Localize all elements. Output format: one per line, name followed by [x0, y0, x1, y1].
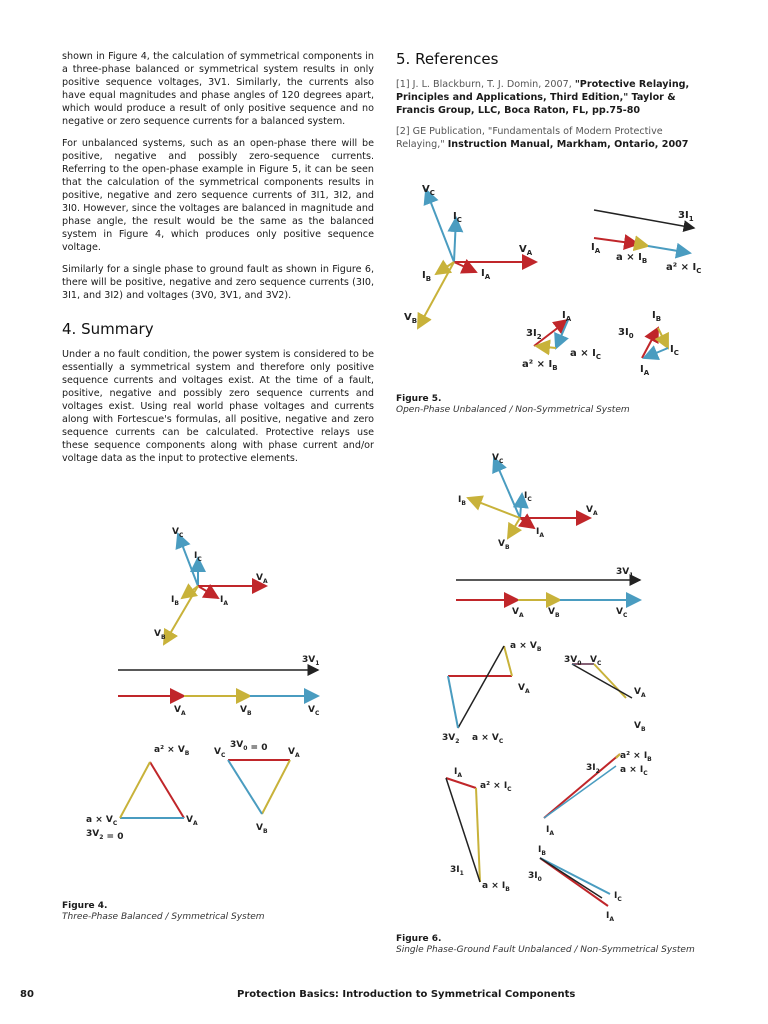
svg-text:IC: $I_C$: [670, 344, 679, 357]
svg-text:IA: $I_A$: [606, 911, 615, 923]
svg-text:VC: $V_C$: [492, 453, 504, 465]
svg-text:a × IB: $a \times I_B$: [482, 881, 510, 893]
references-heading: 5. References: [396, 50, 499, 68]
fig6-positive-current: [446, 767, 512, 893]
svg-text:VA: $V_A$: [586, 505, 598, 517]
reference-1: [396, 78, 711, 117]
svg-text:3I1: $3I_1$: [678, 210, 694, 223]
svg-text:IA: $I_A$: [481, 268, 491, 281]
fig6-zero-voltage: [564, 655, 646, 733]
svg-text:a × IB: $a \times I_B$: [616, 252, 648, 265]
reference-1-tag: [1] J. L. Blackburn, T. J. Domin, 2007,: [396, 79, 575, 90]
figure-5-caption: [396, 394, 630, 416]
svg-text:3I0: $3I_0$: [528, 871, 542, 883]
svg-text:3I1: $3I_1$: [450, 865, 464, 877]
fig5-phasor-star: [404, 184, 536, 328]
svg-text:a × IC: $a \times I_C$: [570, 348, 601, 361]
svg-text:3V2 = 0: $3V_2 = 0$: [86, 829, 124, 842]
footer-title: Protection Basics: Introduction to Symmetrical Components: [237, 989, 576, 1000]
svg-text:3V1: $3V_1$: [302, 655, 320, 667]
figure-6-caption: [396, 934, 695, 956]
svg-text:a² × VB: $a^2 \times V_B$: [154, 745, 190, 757]
svg-text:IA: $I_A$: [546, 825, 555, 837]
svg-text:VA: $V_A$: [256, 573, 268, 585]
fig6-positive-voltage: [456, 567, 640, 619]
svg-text:VB: $V_B$: [154, 629, 166, 641]
svg-text:3V1: $3V_1$: [616, 567, 634, 579]
svg-text:VB: $V_B$: [548, 607, 560, 619]
svg-text:VA: $V_A$: [186, 815, 198, 827]
svg-text:a × VC: $a \times V_C$: [86, 815, 118, 827]
fig5-negative-triangle: [522, 310, 601, 372]
svg-text:a² × IB: $a^2 \times I_B$: [522, 359, 558, 372]
svg-text:VA: $V_A$: [174, 705, 186, 717]
paragraph-3: Similarly for a single phase to ground fault as shown in Figure 6, there will be positive, negative and zero sequence currents (3I0, 3I1, and 3I2) and voltages (3V0, 3V1, and 3V2).: [62, 264, 374, 301]
paragraph-2: For unbalanced systems, such as an open-phase there will be positive, negative and possibly zero-sequence currents. Referring to the open-phase example in Figure 5, it can be seen that the calculation of the symmetrical components results in positive, negative and zero sequence currents of 3I1, 3I2, and 3I0. However, since the voltages are balanced in magnitude and phase angle, the result would be the same as the balanced system in Figure 4, which produces only positive sequence voltage.: [62, 138, 374, 253]
svg-text:IB: $I_B$: [422, 270, 432, 283]
svg-text:3V2: $3V_2$: [442, 733, 460, 745]
right-column: [396, 50, 711, 159]
svg-text:VC: $V_C$: [308, 705, 320, 717]
reference-2: [396, 125, 711, 151]
svg-text:VB: $V_B$: [498, 539, 510, 551]
svg-text:VC: $V_C$: [590, 655, 602, 667]
svg-text:IC: $I_C$: [453, 211, 462, 224]
figure-5-label: Figure 5.: [396, 394, 442, 404]
svg-text:3I0: $3I_0$: [618, 327, 634, 340]
svg-text:IA: $I_A$: [220, 595, 229, 607]
figure-6-label: Figure 6.: [396, 934, 442, 944]
left-column: [62, 50, 374, 474]
paragraph-1: shown in Figure 4, the calculation of symmetrical components in a three-phase balanced or symmetrical system results in only positive sequence voltages, 3V1. Similarly, the currents also have equal magnitudes and phase angles of 120 degrees apart, which would produce a result of only positive sequence and no negative or zero sequence currents for a balanced system.: [62, 51, 374, 127]
reference-2-tag: [2] GE Publication, "Fundamentals of Modern Protective Relaying,": [396, 126, 663, 150]
figure-5-diagram: [396, 178, 716, 388]
svg-text:IA: $I_A$: [562, 310, 572, 323]
svg-text:a × VC: $a \times V_C$: [472, 733, 504, 745]
svg-text:IB: $I_B$: [538, 845, 546, 857]
svg-text:IA: $I_A$: [536, 527, 545, 539]
svg-text:VA: $V_A$: [518, 683, 530, 695]
svg-text:VB: $V_B$: [256, 823, 268, 835]
svg-text:3I2: $3I_2$: [526, 328, 542, 341]
svg-text:VB: $V_B$: [240, 705, 252, 717]
svg-text:VC: $V_C$: [214, 747, 226, 759]
svg-text:VB: $V_B$: [404, 312, 418, 325]
fig5-zero-triangle: [618, 310, 679, 377]
svg-text:a × IC: $a \times I_C$: [620, 765, 648, 777]
svg-text:a² × IB: $a^2 \times I_B$: [620, 751, 652, 763]
svg-text:VC: $V_C$: [422, 184, 435, 197]
fig5-current-sum: [591, 210, 701, 275]
svg-text:VA: $V_A$: [512, 607, 524, 619]
svg-text:IA: $I_A$: [591, 242, 601, 255]
svg-text:3I2: $3I_2$: [586, 763, 600, 775]
svg-text:IB: $I_B$: [458, 495, 466, 507]
figure-4-title: Three-Phase Balanced / Symmetrical System: [62, 912, 265, 922]
svg-text:3V0: $3V_0$: [564, 655, 582, 667]
svg-text:a × VB: $a \times V_B$: [510, 641, 542, 653]
fig6-phasor-star: [458, 453, 598, 551]
svg-text:IC: $I_C$: [524, 491, 532, 503]
svg-text:VA: $V_A$: [288, 747, 300, 759]
figure-4-label: Figure 4.: [62, 901, 108, 911]
reference-2-title: Instruction Manual, Markham, Ontario, 2007: [447, 139, 689, 150]
summary-heading: 4. Summary: [62, 320, 154, 338]
fig4-positive-sequence: [118, 655, 320, 717]
svg-text:IB: $I_B$: [171, 595, 179, 607]
reference-1-title: "Protective Relaying, Principles and Applications, Third Edition," Taylor & Francis Group, LLC, Boca Raton, FL, pp.75-80: [396, 79, 690, 116]
svg-text:IC: $I_C$: [194, 551, 202, 563]
svg-text:IA: $I_A$: [454, 767, 463, 779]
figure-6-title: Single Phase-Ground Fault Unbalanced / Non-Symmetrical System: [396, 945, 695, 955]
svg-text:IA: $I_A$: [640, 364, 650, 377]
fig4-phasor-star: [154, 527, 268, 644]
svg-text:IC: $I_C$: [614, 891, 622, 903]
svg-text:a² × IC: $a^2 \times I_C$: [480, 781, 512, 793]
svg-text:VA: $V_A$: [519, 244, 533, 257]
svg-text:3V0 = 0: $3V_0 = 0$: [230, 740, 268, 753]
fig4-zero-triangle: [214, 740, 300, 835]
figure-5-title: Open-Phase Unbalanced / Non-Symmetrical System: [396, 405, 630, 415]
figure-4-diagram: [80, 518, 340, 843]
svg-text:VC: $V_C$: [172, 527, 184, 539]
svg-text:VB: $V_B$: [634, 721, 646, 733]
svg-text:VA: $V_A$: [634, 687, 646, 699]
page-number: 80: [20, 989, 34, 1000]
fig6-negative-current: [544, 751, 652, 837]
summary-text: Under a no fault condition, the power system is considered to be essentially a symmetrical system and therefore only positive sequence currents and voltages exist. At the time of a fault, positive, negative and possibly zero sequence currents and voltages exist. Using real world phase voltages and currents along with Fortescue's formulas, all positive, negative and zero sequence currents can be calculated. Protective relays use these sequence components along with phase current and/or voltage data as the input to protective elements.: [62, 349, 374, 464]
figure-6-diagram: [440, 448, 660, 933]
svg-text:VC: $V_C$: [616, 607, 628, 619]
fig6-zero-current: [528, 845, 622, 923]
fig6-negative-voltage: [442, 641, 542, 745]
fig4-negative-triangle: [86, 745, 198, 842]
svg-text:a² × IC: $a^2 \times I_C$: [666, 262, 702, 275]
figure-4-caption: [62, 901, 265, 923]
svg-text:IB: $I_B$: [652, 310, 662, 323]
page-footer: [0, 989, 768, 1005]
